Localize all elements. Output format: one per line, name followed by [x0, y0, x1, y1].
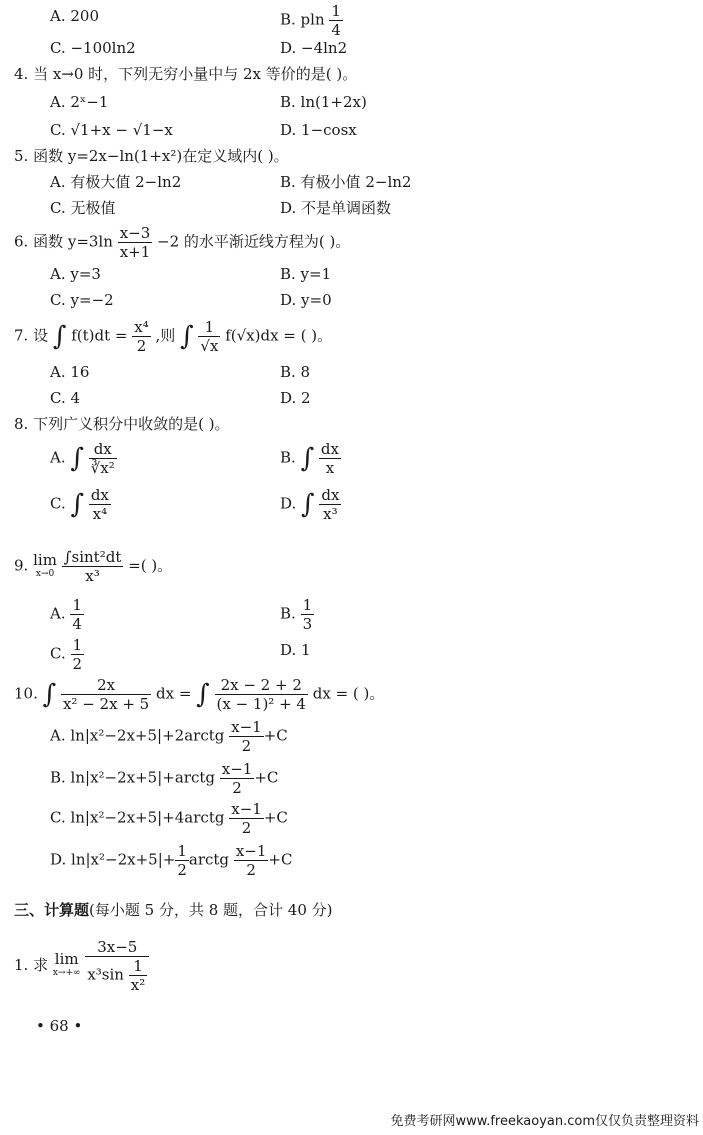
q10-option-d-fraction: $\frac{x-1}{2}$: [235, 842, 267, 879]
q6-option-d: D. y=0: [280, 291, 332, 309]
q7-stem-pre: 7. 设: [14, 326, 49, 345]
q8-option-c-fraction: $\frac{dx}{\text{x⁴}}$: [90, 486, 109, 523]
q10-option-b-c: +C: [254, 768, 279, 787]
q10-option-a-text: A. ln|x²−2x+5|+2arctg: [50, 726, 225, 745]
q8-option-a-label: A.: [50, 448, 66, 467]
calc-q1-label: 1. 求: [14, 956, 49, 974]
q6-option-b: B. y=1: [280, 265, 332, 283]
q5-option-b: B. 有极小值 2−ln2: [280, 173, 412, 191]
q10-fraction-1: $\frac{2x}{\text{x² − 2x + 5}}$: [62, 676, 150, 713]
q5-option-d: D. 不是单调函数: [280, 199, 392, 217]
integral-sign: ∫: [301, 489, 315, 520]
q10-tail: dx = ( )。: [312, 684, 385, 703]
q9-option-a-label: A.: [50, 604, 66, 623]
calc-q1-fraction: 3x−5 x³sin $\frac{1}{\text{x²}}$: [85, 938, 149, 994]
q3-option-b-fraction: $\frac{1}{4}$: [331, 2, 341, 39]
q10-number: 10.: [14, 684, 38, 703]
q5-option-c: C. 无极值: [50, 199, 116, 217]
q5-stem: 5. 函数 y=2x−ln(1+x²)在定义域内( )。: [14, 147, 289, 165]
q6-stem-post: −2 的水平渐近线方程为( )。: [157, 232, 351, 251]
q9-limit: lim x→0: [33, 550, 57, 579]
q9-option-a-fraction: $\frac{1}{4}$: [72, 596, 82, 633]
section-note: (每小题 5 分，共 8 题，合计 40 分): [89, 901, 333, 919]
q10-fraction-2: $\frac{2x - 2 + 2}{\text{(x − 1)² + 4}}$: [216, 676, 306, 713]
q10-option-c-text: C. ln|x²−2x+5|+4arctg: [50, 808, 225, 827]
q9-option-c-fraction: $\frac{1}{2}$: [72, 636, 83, 673]
q9-option-c-label: C.: [50, 644, 66, 663]
q7-option-c: C. 4: [50, 389, 81, 407]
q10-option-b-fraction: $\frac{x-1}{2}$: [221, 760, 253, 797]
q7-option-b: B. 8: [280, 363, 311, 381]
calc-q1-limit: lim x→+∞: [52, 950, 81, 978]
q9-fraction: $\frac{\text{∫sint²dt}}{\text{x³}}$: [63, 548, 122, 585]
q6-option-a: A. y=3: [50, 265, 101, 283]
q8-option-a: [50, 440, 117, 477]
q10-option-d-c: +C: [268, 850, 293, 869]
q8-option-d-label: D.: [280, 494, 297, 513]
q10-option-d-text: D. ln|x²−2x+5|+: [50, 850, 176, 869]
q8-option-d: [280, 486, 341, 523]
q10-option-b: [50, 760, 278, 797]
q10-option-d-arctg: arctg: [188, 850, 230, 869]
q9-option-b-label: B.: [280, 604, 296, 623]
watermark-text: 免费考研网www.freekaoyan.com仅仅负责整理资料: [390, 1114, 699, 1129]
integral-sign: ∫: [52, 321, 67, 352]
q9-tail: =( )。: [128, 556, 173, 575]
calc-q1: [14, 938, 149, 994]
q9-option-c: [50, 636, 84, 673]
q6-fraction: $\frac{x-3}{x+1}$: [119, 224, 151, 261]
q6-option-c: C. y=−2: [50, 291, 114, 309]
calc-q1-inner-fraction: $\frac{1}{\text{x²}}$: [130, 957, 146, 994]
q10-equals: dx =: [155, 684, 192, 703]
q3-option-b: [280, 2, 343, 39]
q9-option-b-fraction: $\frac{1}{3}$: [302, 596, 313, 633]
q10-option-c-fraction: $\frac{x-1}{2}$: [231, 800, 262, 837]
q8-option-b-fraction: $\frac{dx}{x}$: [320, 440, 339, 477]
q4-option-c: C. √1+x − √1−x: [50, 121, 173, 139]
q7-then: ,则: [155, 326, 176, 345]
q6-stem-pre: 6. 函数 y=3ln: [14, 232, 113, 251]
q8-option-b-label: B.: [280, 448, 296, 467]
q7-option-d: D. 2: [280, 389, 311, 407]
q6-stem: [14, 224, 350, 261]
q9-number: 9.: [14, 556, 29, 575]
q7-stem: [14, 318, 332, 355]
q10-option-d-half: $\frac{1}{2}$: [177, 842, 187, 879]
integral-sign: ∫: [180, 321, 194, 352]
q10-option-c: [50, 800, 288, 837]
q10-option-d: [50, 842, 292, 879]
section-title: 三、计算题: [14, 901, 90, 919]
q5-option-a: A. 有极大值 2−ln2: [50, 173, 182, 191]
q8-option-a-fraction: $\frac{dx}{\text{∛x²}}$: [90, 440, 115, 477]
q8-stem: 8. 下列广义积分中收敛的是( )。: [14, 415, 230, 433]
q9-option-b: [280, 596, 314, 633]
q7-stem-tail: f(√x)dx = ( )。: [225, 326, 333, 345]
section-heading: [14, 900, 333, 920]
calc-q1-den-text: x³sin: [87, 965, 124, 984]
integral-sign: ∫: [196, 679, 210, 710]
q7-option-a: A. 16: [50, 363, 90, 381]
q8-option-c: [50, 486, 111, 523]
q10-option-c-c: +C: [263, 808, 288, 827]
q4-option-b: B. ln(1+2x): [280, 93, 367, 111]
q4-stem: 4. 当 x→0 时，下列无穷小量中与 2x 等价的是( )。: [14, 65, 358, 83]
q4-option-a: A. 2ˣ−1: [50, 93, 109, 111]
q8-option-b: [280, 440, 341, 477]
q10-stem: [14, 676, 384, 713]
q8-option-d-fraction: $\frac{dx}{\text{x³}}$: [321, 486, 340, 523]
q9-option-a: [50, 596, 84, 633]
q7-fraction-sqrt: $\frac{1}{√x}$: [200, 318, 219, 355]
q10-option-b-text: B. ln|x²−2x+5|+arctg: [50, 768, 215, 787]
q3-option-b-text: B. pln: [280, 10, 325, 29]
q4-option-d: D. 1−cosx: [280, 121, 357, 139]
q10-option-a: [50, 718, 288, 755]
q8-option-c-label: C.: [50, 494, 66, 513]
integral-sign: ∫: [300, 443, 315, 474]
q7-stem-mid: f(t)dt =: [71, 326, 128, 345]
q9-stem: [14, 548, 172, 585]
q3-option-c: C. −100ln2: [50, 39, 136, 57]
q3-option-a: A. 200: [50, 7, 99, 25]
q10-option-a-c: +C: [263, 726, 288, 745]
q3-option-d: D. −4ln2: [280, 39, 348, 57]
q10-option-a-fraction: $\frac{x-1}{2}$: [231, 718, 262, 755]
integral-sign: ∫: [70, 443, 84, 474]
integral-sign: ∫: [70, 489, 85, 520]
q9-option-d: D. 1: [280, 641, 311, 659]
page-number: • 68 •: [36, 1017, 83, 1035]
q7-fraction-x4: $\frac{\text{x⁴}}{2}$: [134, 318, 149, 355]
integral-sign: ∫: [42, 679, 57, 710]
